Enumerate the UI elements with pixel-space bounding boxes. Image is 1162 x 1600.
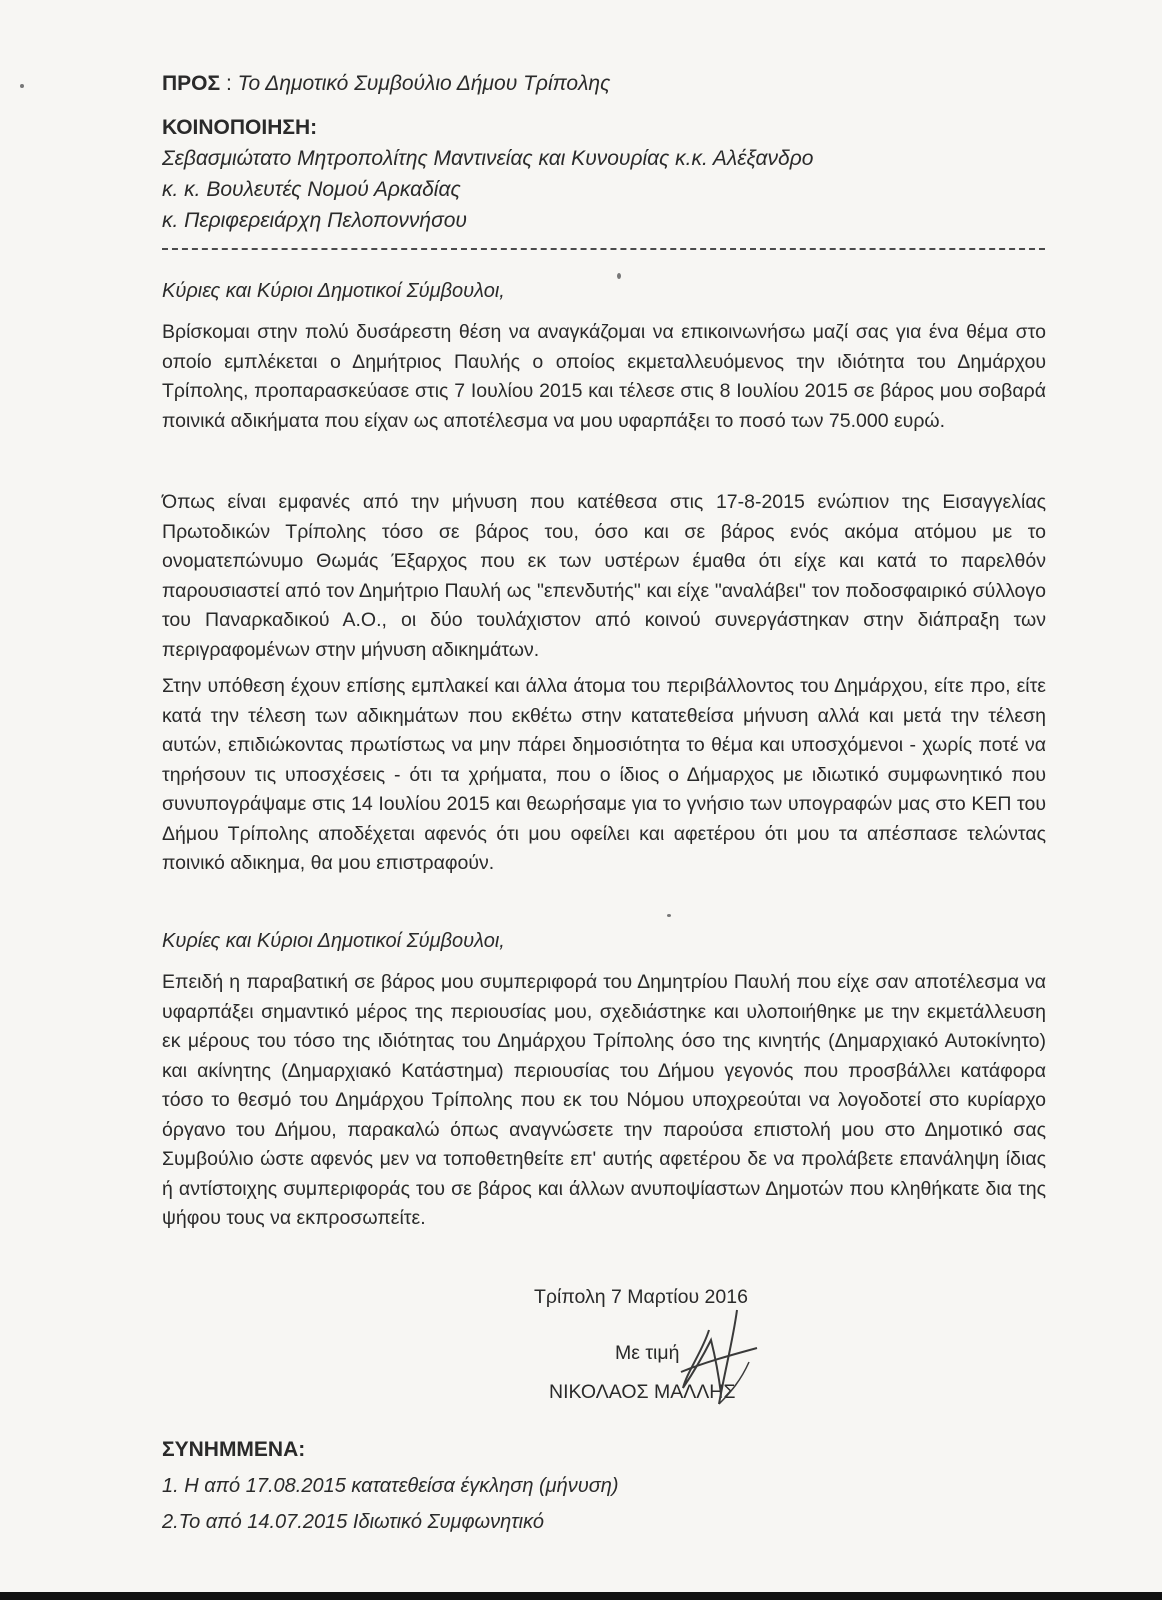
body-paragraph: Όπως είναι εμφανές από την μήνυση που κατέθεσα στις 17-8-2015 ενώπιον της Εισαγγελίας Πρωτοδικών Τρίπολης τόσο σε βάρος του, όσο και σε βάρος ενός ακόμα ατόμου με το ονοματεπώνυμο Θωμάς Έξαρχος που εκ των υστέρων έμαθα ότι είχε και κατά το παρελθόν παρουσιαστεί από τον Δημήτριο Παυλή ως "επενδυτής" και είχε "αναλάβει" τον ποδοσφαιρικό σύλλογο του Παναρκαδικού Α.Ο., οι δύο τουλάχιστον από κοινού συνεργάστηκαν στην διάπραξη των περιγραφομένων στην μήνυση αδικημάτων. [162,491,1046,661]
place-date: Τρίπολη 7 Μαρτίου 2016 [534,1286,748,1308]
scan-speck [667,914,671,917]
salutation: Κύριες και Κύριοι Δημοτικοί Σύμβουλοι, [162,280,505,302]
cc-label: ΚΟΙΝΟΠΟΙΗΣΗ: [162,116,318,139]
cc-line: κ. κ. Βουλευτές Νομού Αρκαδίας [162,178,461,201]
signatory-name: ΝΙΚΟΛΑΟΣ ΜΑΛΛΗΣ [549,1381,736,1403]
body-paragraph: Στην υπόθεση έχουν επίσης εμπλακεί και άλλα άτομα του περιβάλλοντος του Δημάρχου, είτε προ, είτε κατά την τέλεση των αδικημάτων που εκθέτω στην κατατεθείσα μήνυση αλλά και μετά την τέλεση αυτών, επιδιώκοντας πρωτίστως να μην πάρει δημοσιότητα το θέμα και υποσχόμενοι - χωρίς ποτέ να τηρήσουν τις υποσχέσεις - ότι τα χρήματα, που ο ίδιος ο Δήμαρχος με ιδιωτικό συμφωνητικό που συνυπογράψαμε στις 14 Ιουλίου 2015 και θεωρήσαμε για το γνήσιο των υπογραφών μας στο ΚΕΠ του Δήμου Τρίπολης αποδέχεται αφενός ότι μου οφείλει και αφετέρου ότι μου τα απέσπασε τελώντας ποινικό αδικημα, θα μου επιστραφούν. [162,675,1046,874]
attachments-label: ΣΥΝΗΜΜΕΝΑ: [162,1438,306,1461]
cc-line: Σεβασμιώτατο Μητροπολίτης Μαντινείας και Κυνουρίας κ.κ. Αλέξανδρο [162,147,814,170]
recipient-line [162,72,610,96]
scan-speck [20,84,24,88]
to-separator: : [220,72,238,95]
header-divider [162,248,1045,250]
to-label: ΠΡΟΣ [162,72,221,95]
scan-bottom-edge [0,1592,1162,1600]
body-paragraph: Βρίσκομαι στην πολύ δυσάρεστη θέση να αναγκάζομαι να επικοινωνήσω μαζί σας για ένα θέμα στο οποίο εμπλέκεται ο Δημήτριος Παυλής ο οποίος εκμεταλλευόμενος την ιδιότητα του Δημάρχου Τρίπολης, προπαρασκεύασε στις 7 Ιουλίου 2015 και τέλεσε στις 8 Ιουλίου 2015 σε βάρος μου σοβαρά ποινικά αδικήματα που είχαν ως αποτέλεσμα να μου υφαρπάξει το ποσό των 75.000 ευρώ. [162,321,1046,432]
signature-scribble [675,1300,765,1410]
body-paragraph-final: Επειδή η παραβατική σε βάρος μου συμπεριφορά του Δημητρίου Παυλή που είχε σαν αποτέλεσμα να υφαρπάξει σημαντικό μέρος της περιουσίας μου, σχεδιάστηκε και υλοποιήθηκε με την εκμετάλλευση εκ μέρους του τόσο της ιδιότητας του Δημάρχου Τρίπολης όσο της κινητής (Δημαρχιακό Αυτοκίνητο) και ακίνητης (Δημαρχιακό Κατάστημα) περιουσίας του Δήμου γεγονός που προσβάλλει κατάφορα τόσο το θεσμό του Δημάρχου Τρίπολης που εκ του Νόμου υποχρεούται να λογοδοτεί στο κυρίαρχο όργανο του Δήμου, παρακαλώ όπως αναγνώσετε την παρούσα επιστολή μου στο Δημοτικό σας Συμβούλιο ώστε αφενός μεν να τοποθετηθείτε επ' αυτής αφετέρου δε να προλάβετε επανάληψη ίδιας ή αντίστοιχης συμπεριφοράς του σε βάρος και άλλων ανυποψίαστων Δημοτών που κληθήκατε δια της ψήφου τους να εκπροσωπείτε. [162,971,1046,1229]
to-value: Το Δημοτικό Συμβούλιο Δήμου Τρίπολης [237,72,611,95]
closing-regards: Με τιμή [615,1342,680,1364]
salutation-2: Κυρίες και Κύριοι Δημοτικοί Σύμβουλοι, [162,930,505,952]
attachment-item: 2.Το από 14.07.2015 Ιδιωτικό Συμφωνητικό [162,1511,544,1533]
cc-line: κ. Περιφερειάρχη Πελοποννήσου [162,209,467,232]
attachment-item: 1. Η από 17.08.2015 κατατεθείσα έγκληση (μήνυση) [162,1475,619,1497]
scan-speck [617,273,621,279]
